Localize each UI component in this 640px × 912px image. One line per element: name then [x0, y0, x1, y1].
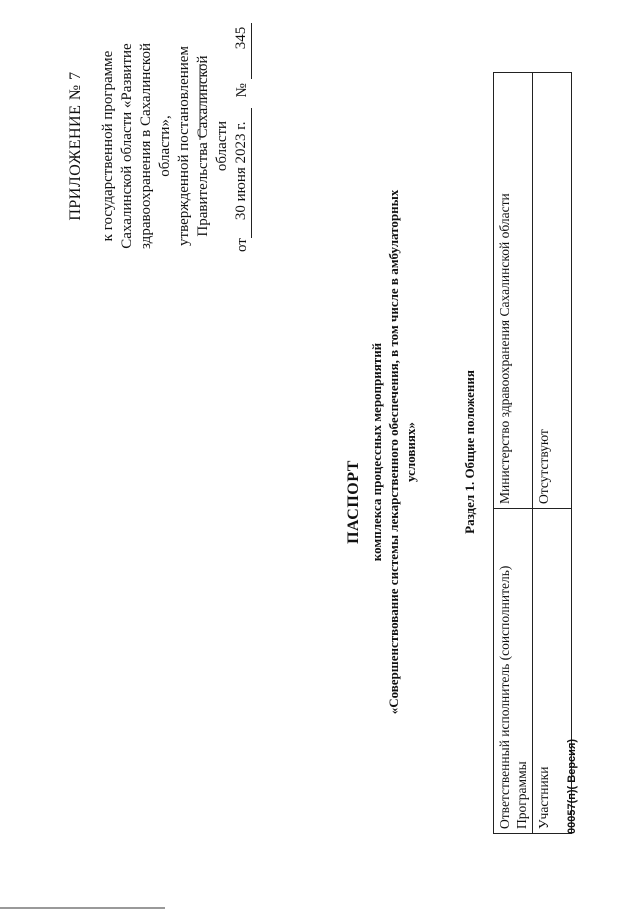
appendix-line: Правительства Сахалинской области	[195, 55, 230, 237]
section-title: Раздел 1. Общие положения	[462, 370, 477, 534]
appendix-line: к государственной программе	[100, 50, 116, 242]
document-code: 00057(п)( Версия)	[566, 738, 578, 834]
appendix-block	[66, 26, 252, 252]
appendix-line: утвержденной постановлением	[176, 46, 192, 246]
subtitle-line: условиях»	[403, 422, 418, 482]
approval-date: 30 июня 2023 г.	[232, 108, 252, 239]
appendix-line: Сахалинской области «Развитие	[119, 43, 135, 249]
appendix-title: ПРИЛОЖЕНИЕ № 7	[67, 71, 84, 221]
table-row	[533, 73, 572, 834]
row-value: Отсутствуют	[533, 73, 572, 509]
subtitle-line: комплекса процессных мероприятий	[369, 342, 384, 562]
general-provisions-table	[493, 72, 572, 834]
subtitle-line: «Совершенствование системы лекарственного обеспечения, в том числе в амбулаторных	[386, 189, 401, 715]
passport-title: ПАСПОРТ	[345, 460, 362, 544]
row-value: Министерство здравоохранения Сахалинской области	[494, 73, 533, 509]
approval-signature-line	[232, 26, 252, 252]
row-label: Участники	[533, 509, 572, 834]
passport-subtitle	[368, 172, 419, 732]
appendix-line: здравоохранения в Сахалинской области»,	[138, 43, 173, 249]
row-label: Ответственный исполнитель (соисполнитель) Программы	[494, 509, 533, 834]
number-label: №	[234, 83, 250, 98]
approval-number: 345	[232, 23, 252, 80]
table-row	[494, 73, 533, 834]
from-label: от	[234, 238, 250, 252]
